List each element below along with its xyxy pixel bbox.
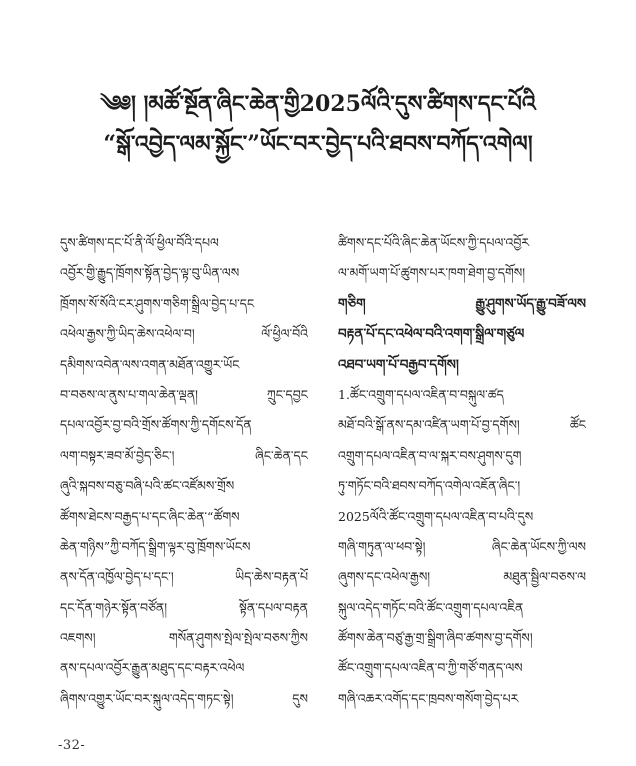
body-line: བ་བཅས་ལ་ནུས་པ་གལ་ཆེན་ལྡན། ཀྲུང་དབྱང bbox=[60, 386, 308, 402]
body-line: དང་དོན་གཉེར་སྟོན་བཙོན། སྟོན་དཔལ་བརྟན bbox=[60, 599, 308, 615]
body-line: འགྲུག་དཔལ་འཇིན་བ་ལ་སྐར་བས་ཤུགས་དུག bbox=[338, 447, 522, 463]
body-line: ཚོགས་ཆེན་བཙུ་རྒྱ་གྲ་སྒྲིག་ཞིབ་ཚགས་བྱ་དགོས། bbox=[338, 630, 533, 646]
body-line: ཞུའི་སྐབས་བཅུ་བཞི་པའི་ཚང་འཛོམས་གྲོས bbox=[60, 478, 235, 494]
title-line-1: ༄༅། །མཚོ་སྔོན་ཞིང་ཆེན་གྱི2025ལོའི་དུས་ཚིགས་དང་པོའི bbox=[100, 91, 536, 117]
body-line: དམིགས་འབེན་ལས་འགན་མཐོན་འགྱུར་ཡོང bbox=[60, 356, 240, 372]
section-heading-line: བརྟན་པོ་དང་འཕེལ་བའི་འགག་སྒྲིལ་གཙུལ bbox=[338, 326, 525, 343]
body-line: འཇགས། གསོན་ཤུགས་སྤེལ་སྤེལ་བཅས་ཀྱིས bbox=[60, 630, 308, 646]
body-line: 2025ལོའི་ཚོང་འགྲུག་དཔལ་འཇིན་བ་པའི་དུས bbox=[338, 508, 534, 524]
body-line: དཔལ་འབྱོར་བྱ་བའི་གྲོས་ཚོགས་ཀྱི་དགོངས་དོན bbox=[60, 417, 252, 433]
body-line: ཆེན་གཉིས”ཀྱི་བཀོད་སྒྲིག་ལྟར་བུ་ཁྲོགས་ཡོངས bbox=[60, 538, 251, 554]
section-heading-line: འཐབ་ཡག་པོ་བརྒྱབ་དགོས། bbox=[338, 356, 459, 373]
page-number: -32- bbox=[58, 738, 86, 753]
body-line: ནས་དོན་འཁྱོལ་བྱེད་པ་དང་། ཡིད་ཆེས་བརྟན་པོ bbox=[60, 569, 308, 585]
body-line: ཚིགས་དང་པོའི་ཞིང་ཆེན་ཡོངས་ཀྱི་དཔལ་འབྱོར bbox=[338, 235, 530, 250]
body-line: ཏུ་གཏོང་བའི་ཐབས་བཀོད་འགེལ་འཇོན་ཞིང་། bbox=[338, 478, 521, 494]
body-line: ཞུགས་དང་འཕེལ་རྒྱས། མཐུན་སྦྱིལ་བཅས་ལ bbox=[338, 569, 586, 585]
body-line: ནས་དཔལ་འབྱོར་རྒྱུན་མཐུད་དང་བརྟར་འཕེལ bbox=[60, 660, 245, 676]
body-line: གཞི་འཆར་འགོད་དང་ཁྲབས་གསོག་བྱེད་པར bbox=[338, 690, 519, 706]
left-column bbox=[60, 228, 308, 714]
section-heading-line: གཅིག རྒྱུ་ཤུགས་ཡོད་རྒྱུ་བཟོ་ལས bbox=[338, 295, 586, 312]
body-line: ཁྲོགས་སོ་སོའི་ངར་ཤུགས་གཅིག་སྒྲིལ་བྱེད་པ་དང bbox=[60, 295, 255, 311]
body-line: ལ་མགོ་ཡག་པོ་ཚུགས་པར་ཁག་ཐེག་བྱ་དགོས། bbox=[338, 265, 526, 281]
body-line: 1.ཚོང་འགྲུག་དཔལ་འཇིན་བ་བསྐུལ་ཚད bbox=[338, 386, 504, 402]
body-line: མཐོ་བའི་སྒོ་ནས་དམ་འཛིན་ཡག་པོ་བྱ་དགོས། ཚོང bbox=[338, 417, 586, 433]
right-column bbox=[338, 228, 586, 714]
body-line: གཞི་གཏུན་ལ་ཕབ་སྟེ། ཞིང་ཆེན་ཡོངས་ཀྱི་ལས bbox=[338, 538, 586, 554]
body-line: ཚོང་འགྲུག་དཔལ་འཇིན་བ་ཀྱི་གཙོ་གནད་ལས bbox=[338, 660, 523, 676]
body-line: ཚོགས་ཐེངས་བརྒྱད་པ་དང་ཞིང་ཆེན་“ཚོགས bbox=[60, 508, 240, 524]
body-line: འཕེལ་རྒྱས་ཀྱི་ཡིད་ཆེས་འཕེལ་བ། ལོ་ཕྱིལ་བོའི bbox=[60, 326, 308, 342]
article-title bbox=[60, 84, 576, 164]
body-line: སྐུལ་འདེད་གཏོང་བའི་ཚོང་འགྲུག་དཔལ་འཇིན bbox=[338, 599, 524, 615]
body-line: ཞིགས་འགྱུར་ཡོང་བར་སྐུལ་འདེད་གཏང་སྟེ། དུས bbox=[60, 690, 308, 706]
body-line: ལག་བསྟར་ཟབ་མོ་བྱེད་ཅིང་། ཞིང་ཆེན་དང bbox=[60, 447, 308, 463]
body-line: འབྱོར་གྱི་རྒྱུད་ཁྲོགས་སྟོན་བྱེད་ལྟ་བུ་ཡིན་ལས bbox=[60, 265, 240, 281]
body-line: དུས་ཚིགས་དང་པོ་ནི་ལོ་ཕྱིལ་བོའི་དཔལ bbox=[60, 235, 219, 250]
title-line-2: “སྒོ་འབྱེད་ལམ་སྐྱོང་”ཡོང་བར་བྱེད་པའི་ཐབས་བཀོད་འགེལ། bbox=[103, 131, 533, 157]
